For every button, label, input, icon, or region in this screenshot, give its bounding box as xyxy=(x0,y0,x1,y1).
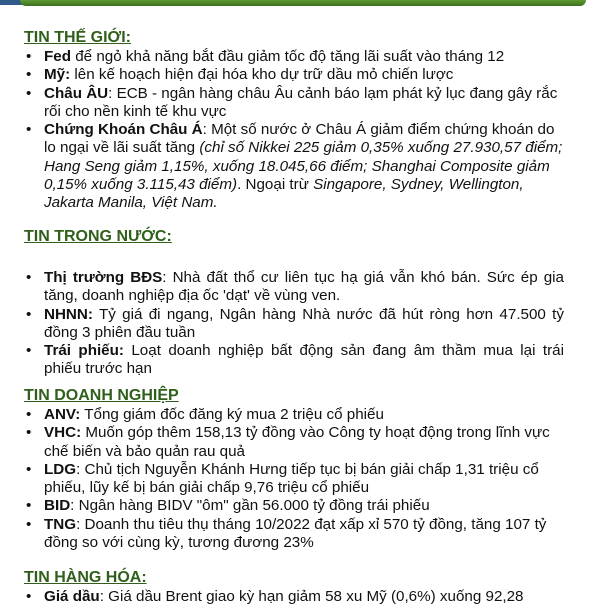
news-item-text: : Chủ tịch Nguyễn Khánh Hưng tiếp tục bị bán giải chấp 1,31 triệu cổ phiếu, lũy kế bị bán giải chấp 9,76 triệu cổ phiếu xyxy=(44,460,539,497)
news-item-text: để ngỏ khả năng bắt đầu giảm tốc độ tăng lãi suất vào tháng 12 xyxy=(71,48,505,65)
news-item xyxy=(24,269,564,306)
news-item-label: Chứng Khoán Châu Á xyxy=(44,121,203,139)
section-heading: TIN TRONG NƯỚC: xyxy=(24,228,172,245)
news-item-text: : Nhà đất thổ cư liên tục hạ giá vẫn khó bán. Sức ép gia tăng, doanh nghiệp địa ốc 'dạt' về vùng ven. xyxy=(44,269,564,305)
news-item-text: : Ngân hàng BIDV "ôm" gần 56.000 tỷ đồng trái phiếu xyxy=(70,497,430,515)
news-item-label: NHNN: xyxy=(44,305,93,323)
news-item xyxy=(24,121,564,212)
news-item-text: (chỉ số Nikkei 225 giảm 0,35% xuống 27.930,57 điểm; Hang Seng giảm 1,15%, xuống 18.045,66 điểm; Shanghai Composite giảm 0,15% xuống 3.115,43 điểm) xyxy=(44,139,563,194)
news-item-label: Trái phiếu: xyxy=(44,342,124,360)
news-item-label: TNG xyxy=(44,515,77,533)
news-item-text: . Ngoại trừ xyxy=(237,176,314,194)
section-domestic-news xyxy=(24,227,564,379)
news-item xyxy=(24,497,564,515)
news-item xyxy=(24,406,564,424)
section-heading: TIN HÀNG HÓA: xyxy=(24,569,147,586)
news-item-text: : Giá dầu Brent giao kỳ hạn giảm 58 xu Mỹ (0,6%) xuống 92,28 xyxy=(99,588,524,605)
news-item xyxy=(24,66,564,84)
section-heading: TIN THẾ GIỚI: xyxy=(24,29,131,46)
news-item xyxy=(24,85,564,122)
news-item-label: Giá dầu xyxy=(44,588,100,605)
news-list xyxy=(24,588,564,606)
header-banner xyxy=(20,0,586,6)
news-item xyxy=(24,342,564,379)
news-item-text: Tỷ giá đi ngang, Ngân hàng Nhà nước đã hút ròng hơn 47.500 tỷ đồng 3 phiên đầu tuần xyxy=(44,305,564,341)
section-commodity-news xyxy=(24,568,564,606)
news-item-text: : Một số nước ở Châu Á giảm điểm chứng khoán do lo ngại về lãi suất tăng xyxy=(44,121,555,157)
news-item-label: BID xyxy=(44,497,71,515)
news-item xyxy=(24,306,564,343)
news-item xyxy=(24,48,564,66)
news-item-label: Châu ÂU xyxy=(44,84,109,102)
news-item xyxy=(24,516,564,553)
news-item-text: Loạt doanh nghiệp bất động sản đang âm thầm mua lại trái phiếu trước hạn xyxy=(44,342,564,378)
news-item-label: ANV: xyxy=(44,406,81,423)
news-item-label: VHC: xyxy=(44,424,82,442)
news-item-text: : ECB - ngân hàng châu Âu cảnh báo lạm phát kỷ lục đang gây rắc rối cho nền kinh tế khu vực xyxy=(44,84,558,120)
news-item-text: : Doanh thu tiêu thụ tháng 10/2022 đạt xấp xỉ 570 tỷ đồng, tăng 107 tỷ đồng so với cùng kỳ, tương đương 23% xyxy=(44,515,547,552)
news-list xyxy=(24,406,564,552)
news-item xyxy=(24,461,564,498)
news-list xyxy=(24,269,564,379)
news-item-label: LDG xyxy=(44,460,77,478)
section-business-news xyxy=(24,386,564,552)
news-item-label: Mỹ: xyxy=(44,66,71,84)
news-item xyxy=(24,424,564,461)
news-item-text: Muốn góp thêm 158,13 tỷ đồng vào Công ty hoạt động trong lĩnh vực chế biến và bảo quản rau quả xyxy=(44,424,550,460)
news-item-label: Fed xyxy=(44,48,72,65)
section-heading: TIN DOANH NGHIỆP xyxy=(24,387,179,404)
section-world-news xyxy=(24,28,564,213)
news-item-text: Singapore, Sydney, Wellington, Jakarta Manila, Việt Nam. xyxy=(44,176,524,212)
news-item xyxy=(24,588,564,606)
news-item-label: Thị trường BĐS xyxy=(44,269,163,286)
news-item-text: Tổng giám đốc đăng ký mua 2 triệu cổ phiếu xyxy=(80,406,384,423)
news-item-text: lên kế hoạch hiện đại hóa kho dự trữ dầu mỏ chiến lược xyxy=(70,66,454,84)
news-list xyxy=(24,48,564,213)
